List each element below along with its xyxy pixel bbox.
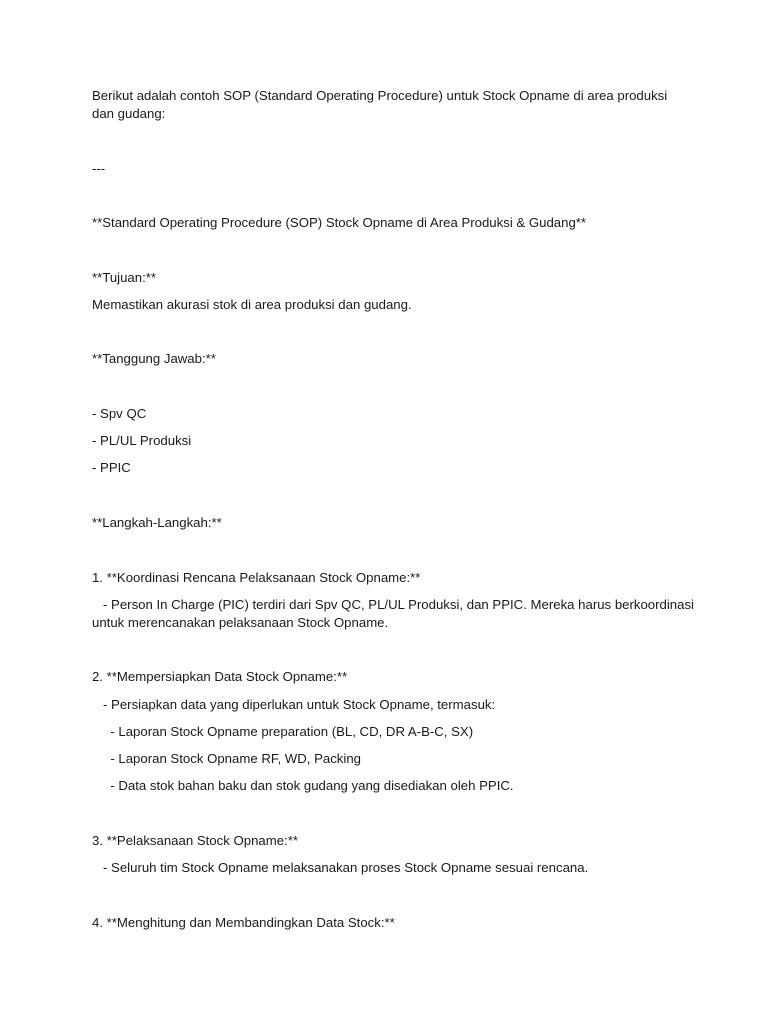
tanggung-jawab-heading: **Tanggung Jawab:** xyxy=(92,351,216,366)
intro-line-2: dan gudang: xyxy=(92,106,166,121)
intro-line-1: Berikut adalah contoh SOP (Standard Operating Procedure) untuk Stock Opname di area produksi xyxy=(92,88,668,103)
responsible-item: - PPIC xyxy=(92,460,131,475)
step-heading: 4. **Menghitung dan Membandingkan Data Stock:** xyxy=(92,915,395,930)
document-title: **Standard Operating Procedure (SOP) Stock Opname di Area Produksi & Gudang** xyxy=(92,215,587,230)
step-line: - Laporan Stock Opname RF, WD, Packing xyxy=(92,751,361,766)
step-line: - Person In Charge (PIC) terdiri dari Spv QC, PL/UL Produksi, dan PPIC. Mereka harus berkoordinasi xyxy=(92,597,694,612)
responsible-item: - Spv QC xyxy=(92,406,147,421)
tujuan-text: Memastikan akurasi stok di area produksi dan gudang. xyxy=(92,297,412,312)
tujuan-heading: **Tujuan:** xyxy=(92,270,157,285)
step-line: - Laporan Stock Opname preparation (BL, CD, DR A-B-C, SX) xyxy=(92,724,474,739)
langkah-heading: **Langkah-Langkah:** xyxy=(92,515,222,530)
step-heading: 1. **Koordinasi Rencana Pelaksanaan Stock Opname:** xyxy=(92,570,421,585)
step-line: untuk merencanakan pelaksanaan Stock Opname. xyxy=(92,615,389,630)
step-heading: 3. **Pelaksanaan Stock Opname:** xyxy=(92,833,298,848)
responsible-item: - PL/UL Produksi xyxy=(92,433,192,448)
separator: --- xyxy=(92,161,106,176)
step-line: - Persiapkan data yang diperlukan untuk Stock Opname, termasuk: xyxy=(92,697,496,712)
step-line: - Seluruh tim Stock Opname melaksanakan proses Stock Opname sesuai rencana. xyxy=(92,860,589,875)
step-heading: 2. **Mempersiapkan Data Stock Opname:** xyxy=(92,669,348,684)
step-line: - Data stok bahan baku dan stok gudang yang disediakan oleh PPIC. xyxy=(92,778,514,793)
